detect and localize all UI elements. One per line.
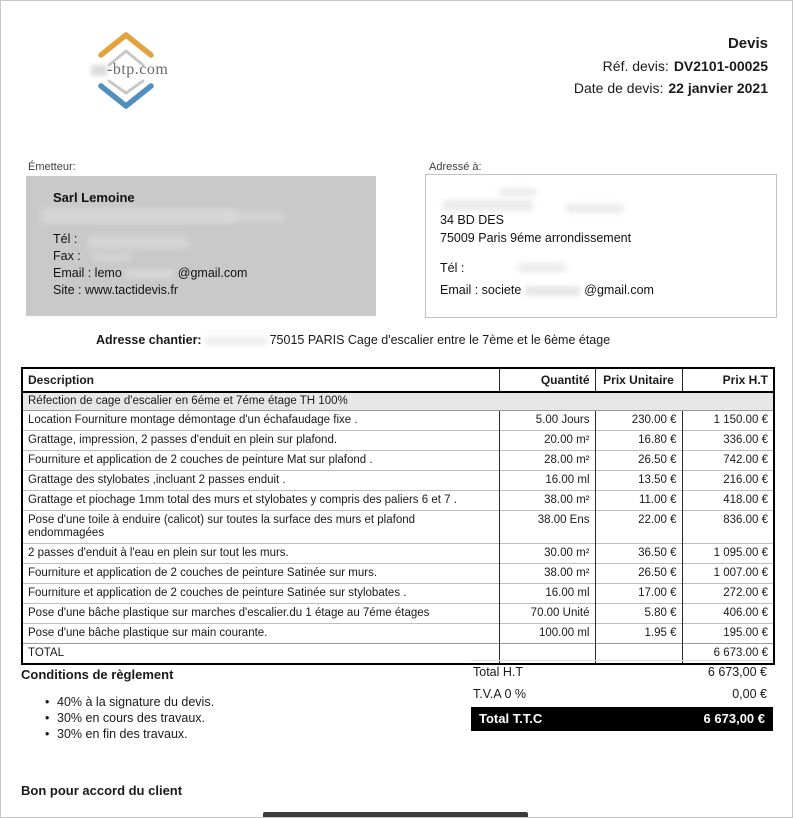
recipient-box xyxy=(425,174,777,318)
logo-redaction xyxy=(91,65,107,76)
recipient-email-suffix: @gmail.com xyxy=(584,283,654,297)
table-row xyxy=(22,411,774,431)
payment-term-item: • 30% en cours des travaux. xyxy=(21,710,441,726)
recipient-name-redaction-2 xyxy=(443,200,533,211)
worksite-address xyxy=(96,333,610,347)
recipient-address-line1: 34 BD DES xyxy=(440,213,504,227)
table-row xyxy=(22,471,774,491)
recipient-name-redaction-3 xyxy=(566,204,624,213)
emitter-section-label: Émetteur: xyxy=(28,161,76,173)
totals-summary xyxy=(471,660,773,731)
cell-quantity: 70.00 Unité xyxy=(499,604,595,624)
cell-description: Pose d'une bâche plastique sur main courante. xyxy=(22,624,499,644)
cell-quantity: 38.00 Ens xyxy=(499,511,595,544)
items-table xyxy=(21,367,775,665)
total-ht-row xyxy=(471,661,773,683)
bottom-bar xyxy=(263,812,528,818)
date-label: Date de devis: xyxy=(573,80,664,96)
recipient-email-redaction xyxy=(525,286,580,296)
table-row xyxy=(22,564,774,584)
cell-unit-price: 5.80 € xyxy=(595,604,682,624)
cell-quantity: 100.00 ml xyxy=(499,624,595,644)
document-ref xyxy=(574,55,768,77)
cell-quantity: 16.00 ml xyxy=(499,471,595,491)
tva-row xyxy=(471,683,773,705)
payment-terms xyxy=(21,667,441,742)
emitter-email-suffix: @gmail.com xyxy=(177,266,248,280)
cell-description: Grattage, impression, 2 passes d'enduit en plein sur plafond. xyxy=(22,431,499,451)
recipient-tel-redaction xyxy=(518,263,566,272)
emitter-name: Sarl Lemoine xyxy=(53,190,135,205)
cell-price-ht: 1 095.00 € xyxy=(682,544,774,564)
table-row xyxy=(22,491,774,511)
recipient-tel-label: Tél : xyxy=(440,261,465,275)
cell-price-ht: 216.00 € xyxy=(682,471,774,491)
cell-quantity: 20.00 m² xyxy=(499,431,595,451)
document-date xyxy=(574,77,768,99)
payment-term-item: • 40% à la signature du devis. xyxy=(21,694,441,710)
cell-quantity: 28.00 m² xyxy=(499,451,595,471)
cell-price-ht: 742.00 € xyxy=(682,451,774,471)
cell-quantity: 38.00 m² xyxy=(499,564,595,584)
total-value: 6 673.00 € xyxy=(682,644,774,665)
recipient-email xyxy=(440,283,654,297)
document-title: Devis xyxy=(727,35,768,52)
payment-term-item: • 30% en fin des travaux. xyxy=(21,726,441,742)
table-row xyxy=(22,624,774,644)
col-header-price-ht: Prix H.T xyxy=(682,368,774,392)
cell-price-ht: 1 007.00 € xyxy=(682,564,774,584)
emitter-fax-label: Fax : xyxy=(53,249,81,263)
emitter-email-prefix: Email : lemo xyxy=(53,266,122,280)
worksite-label: Adresse chantier: xyxy=(96,333,202,347)
cell-price-ht: 272.00 € xyxy=(682,584,774,604)
cell-unit-price: 1.95 € xyxy=(595,624,682,644)
cell-quantity: 16.00 ml xyxy=(499,584,595,604)
cell-description: Fourniture et application de 2 couches de peinture Satinée sur stylobates . xyxy=(22,584,499,604)
cell-description: Pose d'une toile à enduire (calicot) sur toutes la surface des murs et plafond endommagées xyxy=(22,511,499,544)
emitter-site: Site : www.tactidevis.fr xyxy=(53,283,179,297)
company-logo xyxy=(67,29,187,114)
emitter-box xyxy=(26,176,376,316)
table-row xyxy=(22,544,774,564)
client-approval-text: Bon pour accord du client xyxy=(21,783,183,798)
cell-price-ht: 836.00 € xyxy=(682,511,774,544)
emitter-email-redaction xyxy=(126,269,174,279)
cell-unit-price: 17.00 € xyxy=(595,584,682,604)
cell-description: Grattage des stylobates ,incluant 2 passes enduit . xyxy=(22,471,499,491)
cell-price-ht: 1 150.00 € xyxy=(682,411,774,431)
cell-description: Fourniture et application de 2 couches de peinture Satinée sur murs. xyxy=(22,564,499,584)
total-ttc-row xyxy=(471,707,773,731)
cell-price-ht: 336.00 € xyxy=(682,431,774,451)
total-ht-value: 6 673,00 € xyxy=(707,665,767,679)
emitter-fax-redaction xyxy=(92,254,132,261)
cell-quantity: 30.00 m² xyxy=(499,544,595,564)
payment-terms-title: Conditions de règlement xyxy=(21,667,174,682)
cell-unit-price: 11.00 € xyxy=(595,491,682,511)
worksite-value: 75015 PARIS Cage d'escalier entre le 7ème et le 6ème étage xyxy=(269,333,611,347)
cell-unit-price: 36.50 € xyxy=(595,544,682,564)
cell-unit-price: 230.00 € xyxy=(595,411,682,431)
cell-description: 2 passes d'enduit à l'eau en plein sur tout les murs. xyxy=(22,544,499,564)
section-row-text: Réfection de cage d'escalier en 6éme et 7éme étage TH 100% xyxy=(22,392,774,411)
table-section-row xyxy=(22,392,774,411)
col-header-quantity: Quantité xyxy=(499,368,595,392)
table-header-row xyxy=(22,368,774,392)
table-row xyxy=(22,431,774,451)
emitter-address-redaction-2 xyxy=(226,212,284,221)
tva-value: 0,00 € xyxy=(732,687,767,701)
cell-unit-price: 26.50 € xyxy=(595,564,682,584)
cell-unit-price: 13.50 € xyxy=(595,471,682,491)
total-ttc-value: 6 673,00 € xyxy=(703,711,765,726)
total-ht-label: Total H.T xyxy=(473,665,524,679)
cell-unit-price: 22.00 € xyxy=(595,511,682,544)
date-value: 22 janvier 2021 xyxy=(668,80,768,96)
cell-description: Fourniture et application de 2 couches de peinture Mat sur plafond . xyxy=(22,451,499,471)
cell-description: Grattage et piochage 1mm total des murs et stylobates y compris des paliers 6 et 7 . xyxy=(22,491,499,511)
cell-quantity: 5.00 Jours xyxy=(499,411,595,431)
cell-unit-price: 26.50 € xyxy=(595,451,682,471)
emitter-address-redaction xyxy=(41,208,236,224)
emitter-tel-label: Tél : xyxy=(53,232,78,246)
cell-price-ht: 418.00 € xyxy=(682,491,774,511)
ref-label: Réf. devis: xyxy=(602,58,669,74)
total-label: TOTAL xyxy=(22,644,499,665)
cell-unit-price: 16.80 € xyxy=(595,431,682,451)
recipient-address-line2: 75009 Paris 9éme arrondissement xyxy=(440,231,632,245)
table-row xyxy=(22,511,774,544)
table-row xyxy=(22,584,774,604)
emitter-email xyxy=(53,266,247,280)
worksite-redaction xyxy=(205,336,267,346)
col-header-description: Description xyxy=(22,368,499,392)
cell-price-ht: 406.00 € xyxy=(682,604,774,624)
cell-quantity: 38.00 m² xyxy=(499,491,595,511)
recipient-section-label: Adressé à: xyxy=(429,161,482,173)
cell-description: Location Fourniture montage démontage d'un échafaudage fixe . xyxy=(22,411,499,431)
total-ttc-label: Total T.T.C xyxy=(479,711,543,726)
table-row xyxy=(22,604,774,624)
logo-text: -btp.com xyxy=(107,61,169,78)
recipient-name-redaction xyxy=(499,188,537,196)
cell-description: Pose d'une bâche plastique sur marches d'escalier.du 1 étage au 7éme étages xyxy=(22,604,499,624)
ref-value: DV2101-00025 xyxy=(673,58,768,74)
emitter-tel-redaction xyxy=(88,236,188,249)
document-meta xyxy=(574,33,768,99)
items-table-container xyxy=(21,367,773,665)
col-header-unit-price: Prix Unitaire xyxy=(595,368,682,392)
tva-label: T.V.A 0 % xyxy=(473,687,527,701)
cell-price-ht: 195.00 € xyxy=(682,624,774,644)
table-row xyxy=(22,451,774,471)
recipient-email-prefix: Email : societe xyxy=(440,283,522,297)
